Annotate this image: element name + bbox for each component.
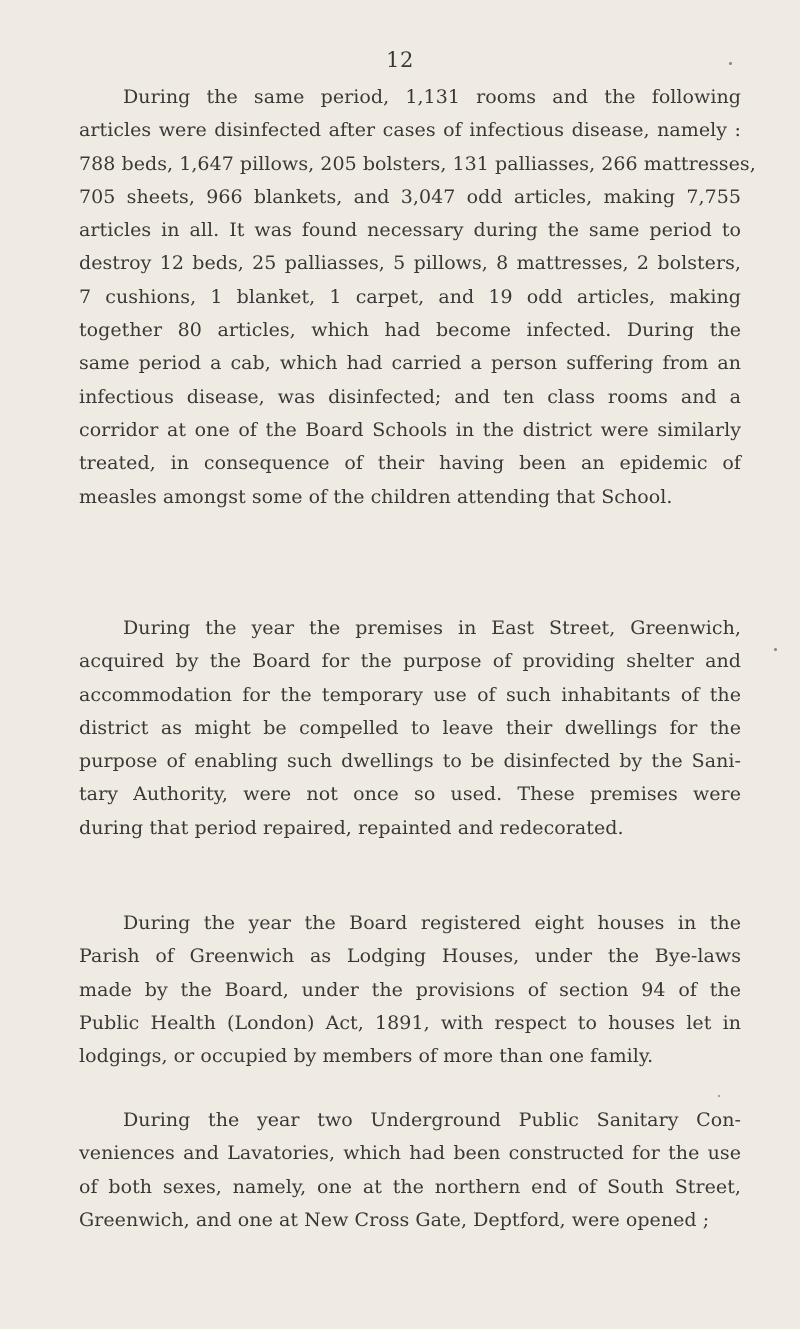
text-line: made by the Board, under the provisions of section 94 of the <box>79 978 741 1001</box>
text-line: 788 beds, 1,647 pillows, 205 bolsters, 131 palliasses, 266 mattresses, <box>79 152 756 175</box>
text-line: of both sexes, namely, one at the northern end of South Street, <box>79 1175 741 1198</box>
text-line: infectious disease, was disinfected; and ten class rooms and a <box>79 385 741 408</box>
paper-speck <box>729 62 732 65</box>
text-line: acquired by the Board for the purpose of providing shelter and <box>79 650 741 673</box>
paragraph-sanitary-conveniences <box>79 1104 741 1237</box>
text-line: During the year the Board registered eight houses in the <box>123 912 741 934</box>
text-line: together 80 articles, which had become infected. During the <box>79 319 741 342</box>
text-line: articles were disinfected after cases of infectious disease, namely : <box>79 119 741 142</box>
text-line: same period a cab, which had carried a person suffering from an <box>79 352 741 375</box>
text-line: Greenwich, and one at New Cross Gate, Deptford, were opened ; <box>79 1208 710 1231</box>
paper-speck <box>718 1095 720 1097</box>
paragraph-disinfection-articles <box>79 81 756 514</box>
text-line: During the year the premises in East Street, Greenwich, <box>123 617 741 639</box>
text-line: articles in all. It was found necessary during the same period to <box>79 219 741 242</box>
text-line: treated, in consequence of their having been an epidemic of <box>79 452 741 475</box>
paper-speck <box>774 648 777 651</box>
text-line: 705 sheets, 966 blankets, and 3,047 odd articles, making 7,755 <box>79 185 741 208</box>
text-line: Parish of Greenwich as Lodging Houses, under the Bye-laws <box>79 945 741 968</box>
text-line: 7 cushions, 1 blanket, 1 carpet, and 19 odd articles, making <box>79 285 741 308</box>
text-line: lodgings, or occupied by members of more than one family. <box>79 1045 654 1068</box>
text-line: district as might be compelled to leave their dwellings for the <box>79 716 741 739</box>
text-line: purpose of enabling such dwellings to be disinfected by the Sani- <box>79 750 741 773</box>
text-line: corridor at one of the Board Schools in the district were similarly <box>79 418 741 441</box>
text-line: tary Authority, were not once so used. These premises were <box>79 783 741 806</box>
text-line: accommodation for the temporary use of such inhabitants of the <box>79 683 741 706</box>
page-number: 12 <box>386 48 414 72</box>
text-line: during that period repaired, repainted and redecorated. <box>79 816 624 839</box>
paragraph-lodging-houses <box>79 907 741 1073</box>
text-line: Public Health (London) Act, 1891, with respect to houses let in <box>79 1011 741 1034</box>
text-line: veniences and Lavatories, which had been constructed for the use <box>79 1142 741 1165</box>
text-line: During the same period, 1,131 rooms and the following <box>123 86 741 108</box>
text-line: measles amongst some of the children attending that School. <box>79 485 673 508</box>
text-line: During the year two Underground Public Sanitary Con- <box>123 1109 741 1131</box>
paragraph-shelter-premises <box>79 612 741 845</box>
text-line: destroy 12 beds, 25 palliasses, 5 pillows, 8 mattresses, 2 bolsters, <box>79 252 741 275</box>
